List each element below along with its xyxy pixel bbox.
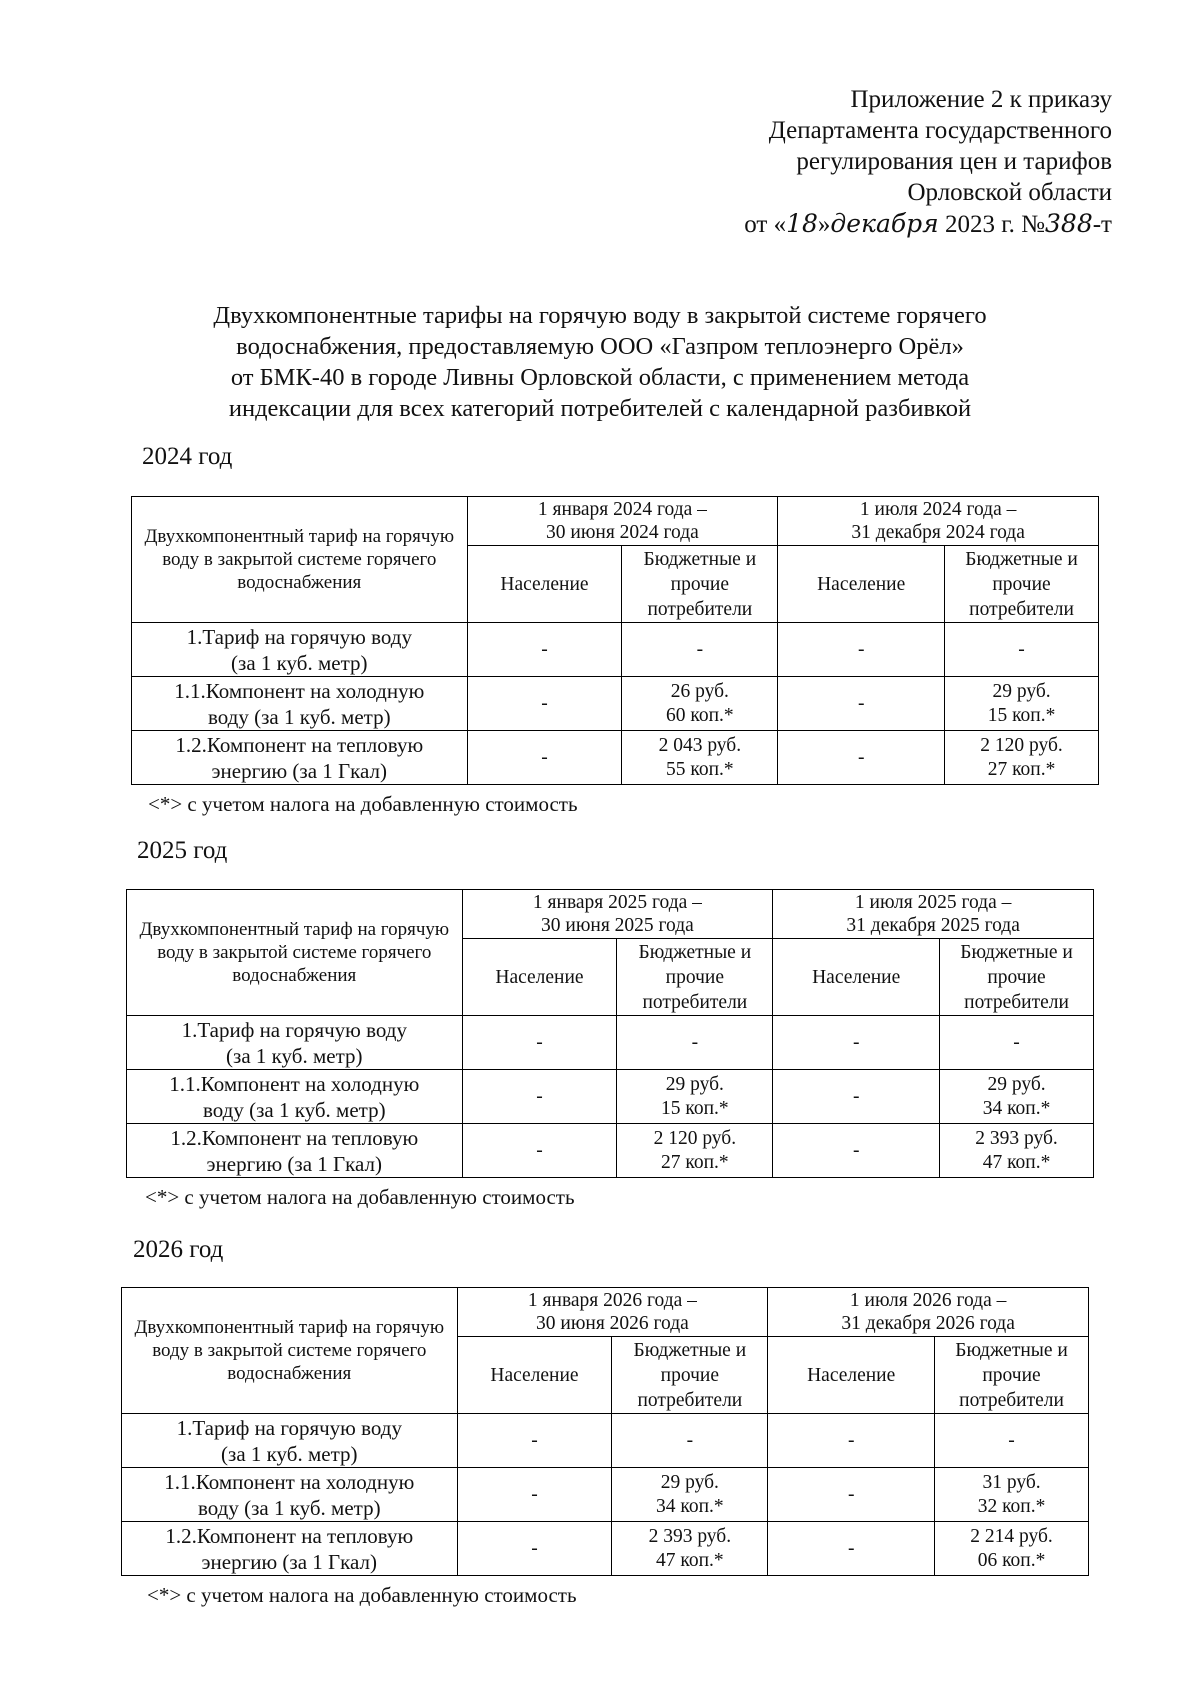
value-cell: - [462, 1124, 617, 1178]
row-label: 1.2.Компонент на тепловую энергию (за 1 Гкал) [122, 1522, 458, 1576]
row-label: 1.1.Компонент на холодную воду (за 1 куб. метр) [127, 1070, 463, 1124]
row-label: 1.Тариф на горячую воду (за 1 куб. метр) [127, 1016, 463, 1070]
table-row [132, 731, 1099, 785]
appendix-line: Орловской области [907, 179, 1112, 206]
value-cell: - [773, 1124, 940, 1178]
value-cell: - [768, 1522, 935, 1576]
value-cell: - [467, 677, 622, 731]
table-row [122, 1522, 1089, 1576]
year-label: 2025 год [137, 837, 228, 864]
year-label: 2024 год [142, 443, 233, 470]
date-suffix: -т [1092, 211, 1112, 238]
table-row [127, 1016, 1094, 1070]
value-cell: - [612, 1414, 768, 1468]
value-cell: 26 руб. 60 коп.* [622, 677, 778, 731]
value-cell: - [457, 1468, 612, 1522]
date-mid: » [817, 211, 831, 238]
row-label: 1.Тариф на горячую воду (за 1 куб. метр) [122, 1414, 458, 1468]
appendix-line: Департамента государственного [768, 117, 1112, 144]
value-cell: - [773, 1070, 940, 1124]
value-cell: - [778, 731, 945, 785]
column-header-population: Население [457, 1337, 612, 1414]
column-header-budget: Бюджетные и прочие потребители [940, 939, 1094, 1016]
column-header-budget: Бюджетные и прочие потребители [612, 1337, 768, 1414]
table-row [132, 677, 1099, 731]
table-header-cell: Двухкомпонентный тариф на горячую воду в закрытой системе горячего водоснабжения [127, 890, 463, 1016]
date-prefix: от « [744, 211, 787, 238]
value-cell: - [467, 731, 622, 785]
title-line: водоснабжения, предоставляемую ООО «Газпром теплоэнерго Орёл» [236, 333, 964, 360]
column-header-population: Население [462, 939, 617, 1016]
value-cell: 2 120 руб. 27 коп.* [617, 1124, 773, 1178]
appendix-line: регулирования цен и тарифов [796, 148, 1112, 175]
date-year: 2023 г. № [944, 211, 1046, 238]
table-header-cell: Двухкомпонентный тариф на горячую воду в закрытой системе горячего водоснабжения [122, 1288, 458, 1414]
value-cell: 29 руб. 34 коп.* [940, 1070, 1094, 1124]
column-header-population: Население [773, 939, 940, 1016]
value-cell: - [773, 1016, 940, 1070]
value-cell: 31 руб. 32 коп.* [935, 1468, 1089, 1522]
value-cell: 2 043 руб. 55 коп.* [622, 731, 778, 785]
value-cell: - [622, 623, 778, 677]
period-header: 1 января 2025 года – 30 июня 2025 года [462, 890, 773, 939]
document-title [140, 300, 1060, 424]
title-line: от БМК-40 в городе Ливны Орловской области, с применением метода [230, 364, 970, 391]
table-row [127, 1070, 1094, 1124]
row-label: 1.2.Компонент на тепловую энергию (за 1 Гкал) [132, 731, 468, 785]
value-cell: - [457, 1414, 612, 1468]
value-cell: - [617, 1016, 773, 1070]
value-cell: 2 393 руб. 47 коп.* [612, 1522, 768, 1576]
column-header-budget: Бюджетные и прочие потребители [617, 939, 773, 1016]
date-number: 388 [1045, 209, 1093, 238]
appendix-date-line [744, 208, 1112, 240]
row-label: 1.1.Компонент на холодную воду (за 1 куб. метр) [122, 1468, 458, 1522]
vat-note: <*> с учетом налога на добавленную стоимость [145, 1185, 575, 1209]
period-header: 1 июля 2025 года – 31 декабря 2025 года [773, 890, 1094, 939]
row-label: 1.2.Компонент на тепловую энергию (за 1 Гкал) [127, 1124, 463, 1178]
date-month: декабря [830, 209, 939, 238]
value-cell: - [457, 1522, 612, 1576]
date-day: 18 [786, 209, 818, 238]
value-cell: - [945, 623, 1099, 677]
table-row [122, 1468, 1089, 1522]
value-cell: - [778, 677, 945, 731]
column-header-population: Население [778, 546, 945, 623]
column-header-population: Население [467, 546, 622, 623]
value-cell: 29 руб. 15 коп.* [945, 677, 1099, 731]
column-header-population: Население [768, 1337, 935, 1414]
table-row [127, 1124, 1094, 1178]
value-cell: - [467, 623, 622, 677]
value-cell: 29 руб. 15 коп.* [617, 1070, 773, 1124]
value-cell: - [935, 1414, 1089, 1468]
row-label: 1.1.Компонент на холодную воду (за 1 куб. метр) [132, 677, 468, 731]
title-line: Двухкомпонентные тарифы на горячую воду в закрытой системе горячего [213, 302, 987, 329]
value-cell: 2 393 руб. 47 коп.* [940, 1124, 1094, 1178]
table-header-cell: Двухкомпонентный тариф на горячую воду в закрытой системе горячего водоснабжения [132, 497, 468, 623]
value-cell: - [462, 1070, 617, 1124]
row-label: 1.Тариф на горячую воду (за 1 куб. метр) [132, 623, 468, 677]
value-cell: - [940, 1016, 1094, 1070]
column-header-budget: Бюджетные и прочие потребители [935, 1337, 1089, 1414]
tariff-table-2025 [126, 889, 1094, 1178]
vat-note: <*> с учетом налога на добавленную стоимость [147, 1583, 577, 1607]
value-cell: 2 214 руб. 06 коп.* [935, 1522, 1089, 1576]
vat-note: <*> с учетом налога на добавленную стоимость [148, 792, 578, 816]
value-cell: - [768, 1414, 935, 1468]
value-cell: - [768, 1468, 935, 1522]
table-row [132, 623, 1099, 677]
tariff-table-2026 [121, 1287, 1089, 1576]
period-header: 1 июля 2026 года – 31 декабря 2026 года [768, 1288, 1089, 1337]
appendix-header [744, 84, 1112, 240]
value-cell: 29 руб. 34 коп.* [612, 1468, 768, 1522]
column-header-budget: Бюджетные и прочие потребители [622, 546, 778, 623]
table-row [122, 1414, 1089, 1468]
period-header: 1 января 2024 года – 30 июня 2024 года [467, 497, 778, 546]
column-header-budget: Бюджетные и прочие потребители [945, 546, 1099, 623]
appendix-line: Приложение 2 к приказу [850, 86, 1112, 113]
period-header: 1 января 2026 года – 30 июня 2026 года [457, 1288, 768, 1337]
period-header: 1 июля 2024 года – 31 декабря 2024 года [778, 497, 1099, 546]
value-cell: - [778, 623, 945, 677]
value-cell: 2 120 руб. 27 коп.* [945, 731, 1099, 785]
tariff-table-2024 [131, 496, 1099, 785]
year-label: 2026 год [133, 1236, 224, 1263]
value-cell: - [462, 1016, 617, 1070]
title-line: индексации для всех категорий потребителей с календарной разбивкой [228, 395, 972, 422]
